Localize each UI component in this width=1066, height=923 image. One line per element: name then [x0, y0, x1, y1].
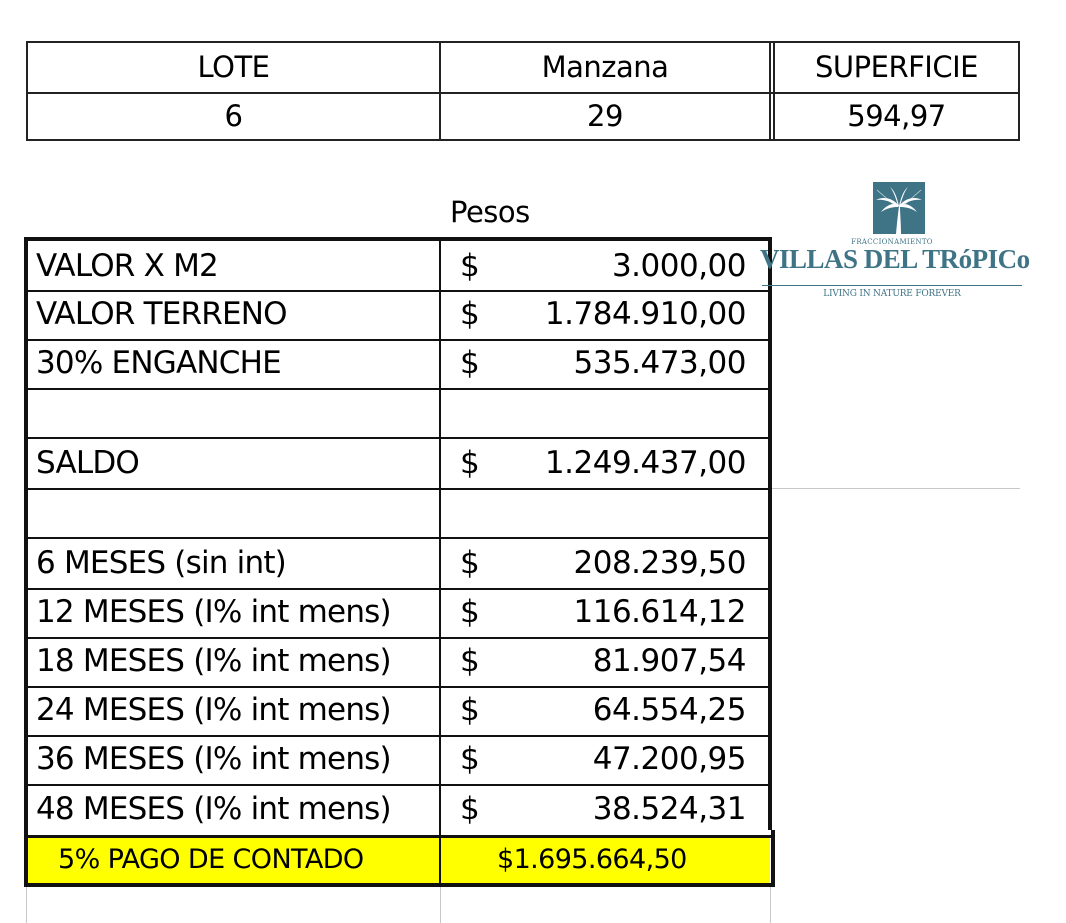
- currency-symbol: $: [460, 594, 480, 630]
- lot-header-lote: LOTE: [197, 50, 270, 84]
- row-divider-11: [26, 784, 770, 786]
- pricing-frame-top: [24, 237, 772, 241]
- logo-divider: [762, 285, 1022, 286]
- row-divider-7: [26, 588, 770, 590]
- row-value-18-meses: 81.907,54: [592, 643, 746, 679]
- row-value-valor-m2: 3.000,00: [611, 248, 746, 284]
- gridline-bottom-right: [770, 884, 771, 923]
- currency-symbol: $: [460, 741, 480, 777]
- lot-header-manzana: Manzana: [541, 50, 669, 84]
- logo-tagline: LIVING IN NATURE FOREVER: [823, 289, 961, 299]
- row-value-36-meses: 47.200,95: [592, 741, 746, 777]
- row-label-valor-terreno: VALOR TERRENO: [36, 296, 287, 332]
- row-divider-4: [26, 437, 770, 439]
- currency-symbol: $: [460, 791, 480, 827]
- currency-symbol: $: [460, 248, 480, 284]
- row-label-12-meses: 12 MESES (I% int mens): [36, 594, 391, 630]
- lot-table-border-right: [1018, 41, 1020, 141]
- row-label-18-meses: 18 MESES (I% int mens): [36, 643, 391, 679]
- row-divider-3: [26, 388, 770, 390]
- row-divider-2: [26, 339, 770, 341]
- villas-del-tropico-logo: [760, 180, 1030, 304]
- row-label-saldo: SALDO: [36, 445, 140, 481]
- row-value-valor-terreno: 1.784.910,00: [544, 296, 746, 332]
- lot-value-lote: 6: [224, 99, 243, 133]
- lot-table-border-bottom: [26, 139, 1020, 141]
- row-label-36-meses: 36 MESES (I% int mens): [36, 741, 391, 777]
- row-value-48-meses: 38.524,31: [592, 791, 746, 827]
- cash-payment-value: $1.695.664,50: [497, 844, 687, 875]
- row-divider-5: [26, 488, 770, 490]
- row-divider-12: [26, 835, 774, 838]
- row-label-valor-m2: VALOR X M2: [36, 248, 218, 284]
- row-value-saldo: 1.249.437,00: [544, 445, 746, 481]
- row-divider-1: [26, 290, 770, 292]
- row-value-24-meses: 64.554,25: [592, 692, 746, 728]
- gridline-saldo: [770, 488, 1020, 489]
- gridline-bottom-left: [26, 884, 27, 923]
- lot-header-superficie: SUPERFICIE: [815, 50, 978, 84]
- currency-symbol: $: [460, 643, 480, 679]
- currency-symbol: $: [460, 545, 480, 581]
- row-divider-8: [26, 637, 770, 639]
- pricing-frame-right: [768, 237, 772, 830]
- row-label-enganche: 30% ENGANCHE: [36, 345, 281, 381]
- row-divider-9: [26, 686, 770, 688]
- pricing-frame-left: [24, 237, 28, 887]
- gridline-bottom-middle: [440, 884, 441, 923]
- lot-value-superficie: 594,97: [847, 99, 946, 133]
- logo-subtitle: FRACCIONAMIENTO: [851, 238, 933, 246]
- row-value-6-meses: 208.239,50: [573, 545, 746, 581]
- currency-symbol: $: [460, 445, 480, 481]
- currency-symbol: $: [460, 296, 480, 332]
- currency-header: Pesos: [450, 195, 530, 229]
- row-value-12-meses: 116.614,12: [573, 594, 746, 630]
- row-divider-6: [26, 537, 770, 539]
- row-label-6-meses: 6 MESES (sin int): [36, 545, 286, 581]
- palm-tree-icon: [873, 182, 925, 234]
- cash-payment-label: 5% PAGO DE CONTADO: [58, 844, 364, 875]
- currency-symbol: $: [460, 692, 480, 728]
- row-label-24-meses: 24 MESES (I% int mens): [36, 692, 391, 728]
- pricing-frame-right-bottom: [771, 830, 775, 887]
- pricing-frame-bottom: [24, 883, 775, 887]
- row-value-enganche: 535.473,00: [573, 345, 746, 381]
- logo-title: VILLAS DEL TRóPICo: [760, 244, 1030, 274]
- row-label-48-meses: 48 MESES (I% int mens): [36, 791, 391, 827]
- currency-symbol: $: [460, 345, 480, 381]
- lot-table-divider-2a: [769, 41, 771, 141]
- lot-value-manzana: 29: [587, 99, 623, 133]
- row-divider-10: [26, 735, 770, 737]
- pricing-column-divider: [439, 239, 441, 885]
